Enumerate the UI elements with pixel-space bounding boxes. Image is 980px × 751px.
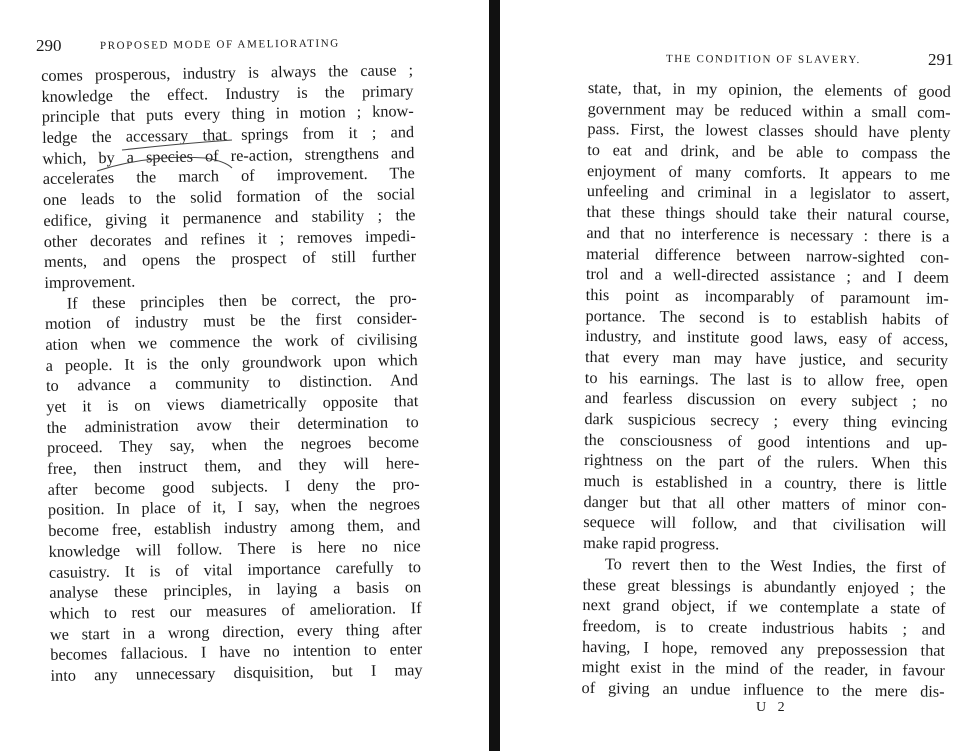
text-line: trol and a well-directed assistance ; and I deem [585,264,950,287]
text-line: yet it is on views diametrically opposite that [46,391,419,416]
text-line: accelerates the march of improvement. The [42,163,415,189]
left-page [0,0,488,751]
text-line: other decorates and refines it ; removes impedi- [43,225,416,251]
text-line: edifice, giving it permanence and stability ; the [43,204,416,230]
text-line: much is established in a country, there is little [583,471,947,494]
text-line: analyse these principles, in laying a basis on [49,577,422,603]
text-line: the administration avow their determination to [46,411,419,437]
text-line: danger but that all other matters of minor con- [583,491,947,515]
text-line: that every man may have justice, and security [584,346,949,370]
text-line: rightness on the part of the rulers. When this [583,450,948,474]
text-line: position. In place of it, I say, when the negroes [47,494,421,520]
text-line: portance. The second is to establish habits of [585,305,949,329]
text-line: to his earnings. The last is to allow free, open [584,367,948,391]
text-line: knowledge the effect. Industry is the primary [41,80,414,106]
text-line: having, I hope, removed any prepossession that [581,636,946,660]
right-page [500,0,980,751]
text-line: proceed. They say, when the negroes become [46,432,420,458]
text-line: If these principles then be correct, the pro- [66,287,417,313]
text-line: the consciousness of good intentions and up- [584,429,948,453]
text-line: might exist in the mind of the reader, in favour [581,657,945,681]
text-line: make rapid progress. [583,533,720,554]
text-line: which, by a species of re-action, strengthens and [42,142,415,168]
text-line: sequece will follow, and that civilisation will [583,512,947,536]
text-line: freedom, is to create industrious habits ; and [582,615,946,639]
text-line: and that no interference is necessary : there is a [586,222,950,246]
text-line: motion of industry must be the first consider- [44,308,418,334]
page-number-left: 290 [36,36,62,55]
text-line: principle that puts every thing in motion ; know- [41,101,414,127]
page-number-right: 291 [928,50,954,69]
text-line: improvement. [44,271,136,292]
text-line: which to rest our measures of amelioration. If [49,597,422,623]
text-line: free, then instruct them, and they will here- [47,453,420,479]
text-line: of giving an undue influence to the mere dis- [581,677,945,701]
body-text-left [41,60,423,686]
book-gutter [489,0,500,751]
running-head-right: THE CONDITION OF SLAVERY. [665,53,861,67]
text-line: industry, and institute good laws, easy of access, [585,326,949,350]
text-line: casuistry. It is of vital importance carefully to [48,556,422,582]
text-line: pass. First, the lowest classes should have plenty [587,119,951,143]
text-line: that these things should take their natural course, [586,202,950,225]
text-line: become free, establish industry among them, and [48,515,421,541]
text-line: one leads to the solid formation of the social [42,184,416,210]
text-line: government may be reduced within a small com- [587,98,951,122]
text-line: becomes fallacious. I have no intention to enter [50,639,423,665]
text-line: knowledge will follow. There is here no nice [48,535,421,561]
text-line: and fearless discussion on every subject ; no [584,388,948,412]
text-line: state, that, in my opinion, the elements of good [587,78,951,101]
text-line: unfeeling and criminal in a legislator to assert, [586,181,950,205]
body-text-right [582,78,951,702]
text-line: To revert then to the West Indies, the first of [604,554,946,577]
text-line: next grand object, if we contemplate a state of [582,595,946,618]
text-line: dark suspicious secrecy ; every thing evincing [584,408,948,432]
text-line: to eat and drink, and be able to compass the [587,140,951,163]
text-line: enjoyment of many comforts. It appears to me [586,160,951,184]
signature-mark: U 2 [756,700,789,715]
text-line: into any unnecessary disquisition, but I may [50,660,423,685]
text-line: material difference between narrow-sighted con- [586,243,950,267]
text-line: comes prosperous, industry is always the cause ; [41,60,414,85]
text-line: after become good subjects. I deny the pro- [47,473,420,499]
text-line: ation when we commence the work of civilising [45,329,418,354]
text-line: to advance a community to distinction. And [45,370,419,396]
text-line: this point as incomparably of paramount im- [585,284,949,308]
text-line: a people. It is the only groundwork upon which [45,349,418,375]
text-line: these great blessings is abundantly enjoyed ; the [582,574,946,598]
text-line: we start in a wrong direction, every thing after [49,618,423,644]
running-head-left: PROPOSED MODE OF AMELIORATING [99,37,340,52]
text-line: ments, and opens the prospect of still further [43,246,417,272]
text-line: ledge the accessary that springs from it ; and [41,122,415,148]
